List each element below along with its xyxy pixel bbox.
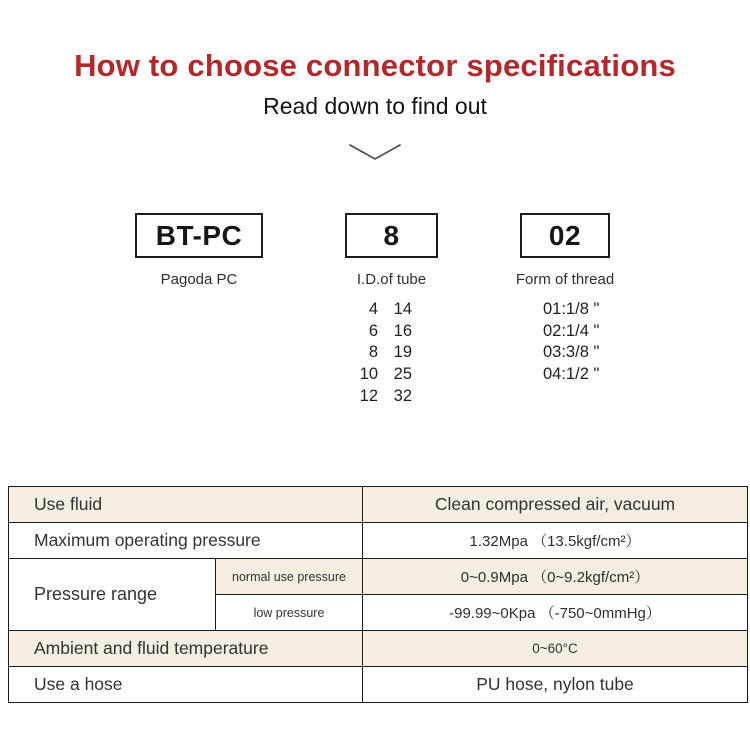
thread-form-item: 01:1/8 " bbox=[543, 300, 600, 319]
table-row bbox=[9, 487, 748, 523]
tube-size-row bbox=[350, 385, 412, 407]
hose-value-cell: PU hose, nylon tube bbox=[363, 667, 748, 703]
chevron-down-icon bbox=[347, 142, 403, 169]
table-row bbox=[9, 523, 748, 559]
tube-size-value: 12 bbox=[359, 386, 378, 405]
max-pressure-value-cell: 1.32Mpa （13.5kgf/cm²） bbox=[363, 523, 748, 559]
tube-size-row bbox=[350, 364, 412, 386]
table-row bbox=[9, 559, 748, 595]
tube-size-value: 4 bbox=[368, 300, 378, 319]
tube-id-code-box: 8 bbox=[345, 213, 438, 258]
tube-id-label: I.D.of tube bbox=[356, 271, 427, 288]
normal-pressure-value-cell: 0~0.9Mpa （0~9.2kgf/cm²） bbox=[363, 559, 748, 595]
page-subtitle: Read down to find out bbox=[263, 93, 487, 119]
thread-code-box: 02 bbox=[520, 213, 610, 258]
specification-table bbox=[8, 486, 748, 703]
thread-form-item: 04:1/2 " bbox=[543, 365, 600, 384]
model-code-box: BT-PC bbox=[135, 213, 263, 258]
table-row bbox=[9, 631, 748, 667]
low-pressure-value-cell: -99.99~0Kpa （-750~0mmHg） bbox=[363, 595, 748, 631]
tube-size-value: 16 bbox=[393, 321, 412, 340]
max-pressure-label-cell: Maximum operating pressure bbox=[9, 523, 363, 559]
tube-size-list bbox=[350, 299, 412, 407]
model-code-label: Pagoda PC bbox=[160, 271, 238, 288]
temperature-value-cell: 0~60°C bbox=[363, 631, 748, 667]
thread-label: Form of thread bbox=[515, 271, 615, 288]
thread-form-list bbox=[543, 299, 599, 385]
low-pressure-label-cell: low pressure bbox=[216, 595, 363, 631]
thread-form-item: 03:3/8 " bbox=[543, 343, 600, 362]
use-fluid-value-cell: Clean compressed air, vacuum bbox=[363, 487, 748, 523]
tube-size-value: 32 bbox=[393, 386, 412, 405]
tube-size-value: 14 bbox=[393, 300, 412, 319]
page-title: How to choose connector specifications bbox=[74, 48, 676, 83]
tube-size-row bbox=[350, 299, 412, 321]
hose-label-cell: Use a hose bbox=[9, 667, 363, 703]
tube-size-value: 6 bbox=[368, 321, 378, 340]
tube-size-row bbox=[350, 321, 412, 343]
thread-form-item: 02:1/4 " bbox=[543, 321, 600, 340]
use-fluid-label-cell: Use fluid bbox=[9, 487, 363, 523]
table-row bbox=[9, 667, 748, 703]
tube-size-value: 25 bbox=[393, 365, 412, 384]
tube-size-row bbox=[350, 342, 412, 364]
tube-size-value: 10 bbox=[359, 365, 378, 384]
tube-size-value: 19 bbox=[393, 343, 412, 362]
tube-size-value: 8 bbox=[368, 343, 378, 362]
temperature-label-cell: Ambient and fluid temperature bbox=[9, 631, 363, 667]
pressure-range-label-cell: Pressure range bbox=[9, 559, 216, 631]
normal-pressure-label-cell: normal use pressure bbox=[216, 559, 363, 595]
